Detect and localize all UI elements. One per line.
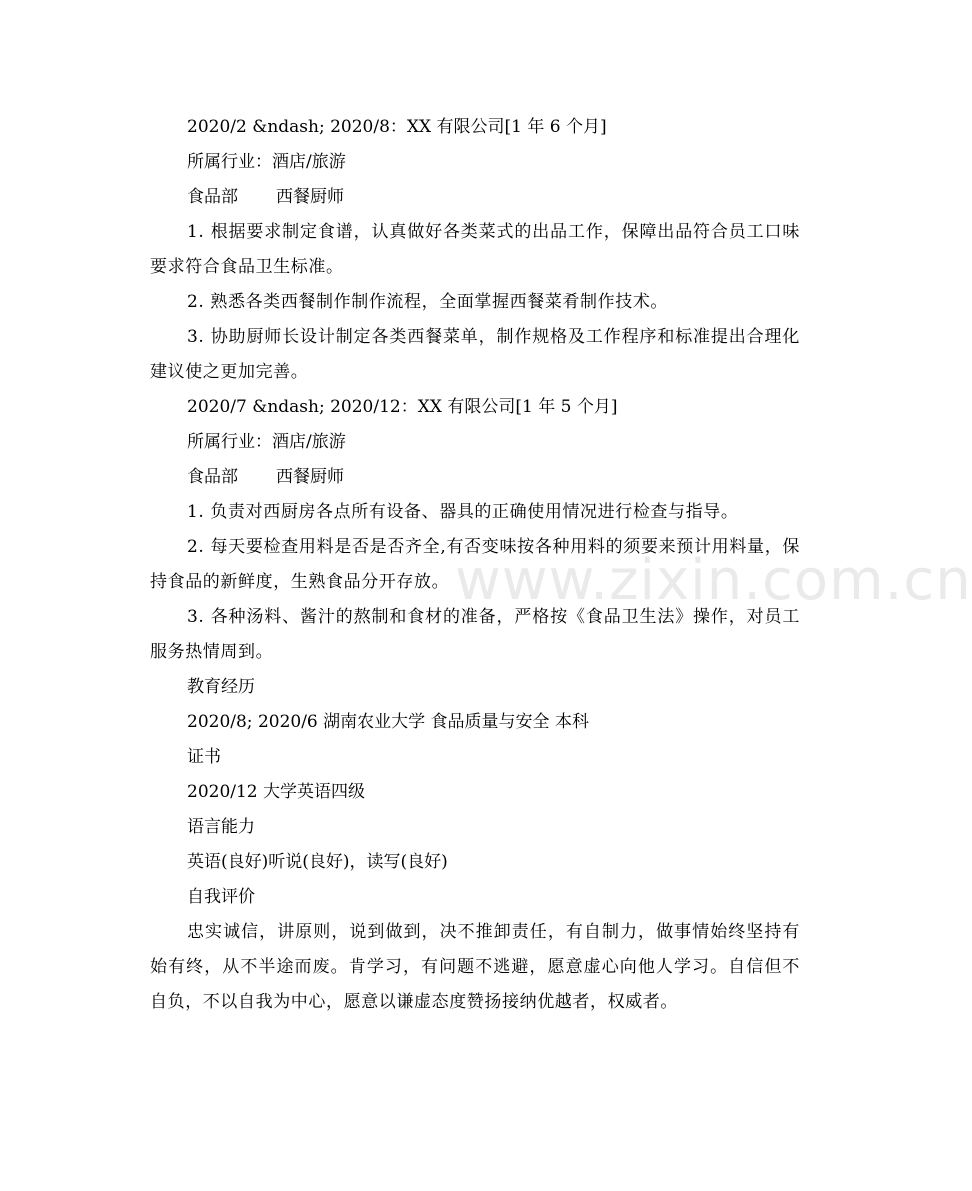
certificates-heading: 证书 — [187, 747, 221, 767]
job1-title: 西餐厨师 — [276, 187, 344, 207]
job1-dept: 食品部 — [187, 187, 238, 207]
job2-duty-1: 1. 负责对西厨房各点所有设备、器具的正确使用情况进行检查与指导。 — [187, 502, 739, 522]
job2-industry: 所属行业：酒店/旅游 — [187, 432, 346, 452]
job2-duty-3: 3. 各种汤料、酱汁的熬制和食材的准备，严格按《食品卫生法》操作，对员工服务热情周到。 — [150, 607, 800, 662]
certificates-entry: 2020/12 大学英语四级 — [187, 782, 366, 802]
language-entry: 英语(良好)听说(良好)，读写(良好) — [187, 852, 448, 872]
job2-duty-2: 2. 每天要检查用料是否是否齐全,有否变味按各种用料的须要来预计用料量，保持食品的新鲜度，生熟食品分开存放。 — [150, 537, 800, 592]
resume-body — [150, 110, 800, 1020]
watermark: www.zixin.com.cn — [455, 548, 972, 613]
self-evaluation-text: 忠实诚信，讲原则，说到做到，决不推卸责任，有自制力，做事情始终坚持有始有终，从不半途而废。肯学习，有问题不逃避，愿意虚心向他人学习。自信但不自负，不以自我为中心，愿意以谦虚态度赞扬接纳优越者，权威者。 — [150, 922, 800, 1012]
self-evaluation-heading: 自我评价 — [187, 887, 255, 907]
job1-duty-3: 3. 协助厨师长设计制定各类西餐菜单，制作规格及工作程序和标准提出合理化建议使之更加完善。 — [150, 327, 800, 382]
job2-title: 西餐厨师 — [276, 467, 344, 487]
job2-dept: 食品部 — [187, 467, 238, 487]
job1-position — [150, 180, 800, 215]
education-entry: 2020/8; 2020/6 湖南农业大学 食品质量与安全 本科 — [187, 712, 589, 732]
education-heading: 教育经历 — [187, 677, 255, 697]
job1-duty-1: 1. 根据要求制定食谱，认真做好各类菜式的出品工作，保障出品符合员工口味要求符合食品卫生标准。 — [150, 222, 800, 277]
job1-industry: 所属行业：酒店/旅游 — [187, 152, 346, 172]
language-heading: 语言能力 — [187, 817, 255, 837]
job1-duty-2: 2. 熟悉各类西餐制作制作流程，全面掌握西餐菜肴制作技术。 — [187, 292, 669, 312]
job2-position — [150, 460, 800, 495]
job1-period: 2020/2 &ndash; 2020/8：XX 有限公司[1 年 6 个月] — [187, 117, 607, 137]
job2-period: 2020/7 &ndash; 2020/12：XX 有限公司[1 年 5 个月] — [187, 397, 618, 417]
